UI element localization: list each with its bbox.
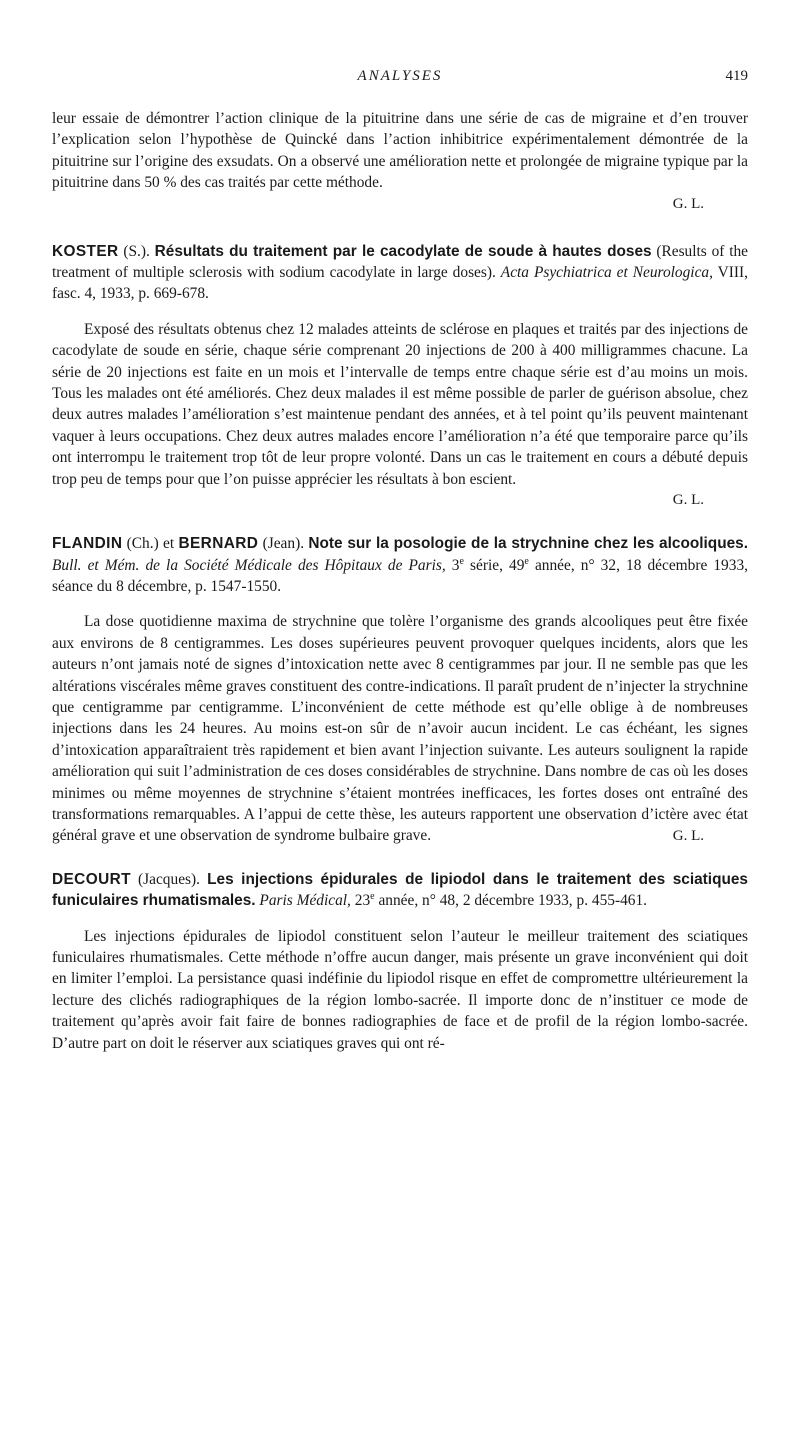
continuation-text: leur essaie de démontrer l’action clinique de la pituitrine dans une série de cas de migraine et d’en trouver l’explication selon l’hypothèse de Quincké dans l’action inhibitrice expérimentalement démontrée de la pituitrine sur l’origine des exsudats. On a observé une amélioration nette et prolongée de migraine typique par la pituitrine dans 50 % des cas traités par cette méthode. xyxy=(52,110,748,192)
page xyxy=(0,68,800,1454)
page-number: 419 xyxy=(725,68,748,84)
entry-title: Résultats du traitement par le cacodylate de soude à hautes doses xyxy=(154,242,652,260)
entry-translation: (Results of the treatment of multiple sclerosis with sodium cacodylate in large doses). xyxy=(52,242,748,282)
running-head xyxy=(52,68,748,108)
signature: G. L. xyxy=(672,827,704,844)
author-initials: (Jean). xyxy=(258,535,309,553)
author-initials: (S.). xyxy=(118,242,155,260)
entry-summary: Exposé des résultats obtenus chez 12 malades atteints de sclérose en plaques et traités par des injections de cacodylate de soude en série, chaque série comprenant 20 injections de 200 à 400 milligrammes chacune. La série de 20 injections est faite en un mois et l’intervalle de temps entre chaque série est d’au moins un mois. Tous les malades ont été améliorés. Chez deux malades il est même possible de parler de guérison absolue, chez deux autres malades l’amélioration s’est maintenue pendant des années, et à tel point qu’ils peuvent maintenant vaquer à leurs occupations. Chez deux autres malades encore l’amélioration n’a été que temporaire parce qu’ils ont interrompu le traitement trop tôt de leur propre volonté. Dans un cas le traitement en cours a débuté depuis trop peu de temps pour que l’on puisse apprécier les résultats à bon escient. xyxy=(52,320,748,488)
journal-reference: année, n° 48, 2 décembre 1933, p. 455-461. xyxy=(374,892,648,910)
entry-heading xyxy=(52,869,748,912)
entry-summary: La dose quotidienne maxima de strychnine que tolère l’organisme des grands alcooliques peut être fixée aux environs de 8 centigrammes. Les doses supérieures peuvent provoquer quelques incidents, alors que les auteurs n’ont jamais noté de signes d’intoxication nette avec 8 centigrammes par jour. Il ne semble pas que les altérations viscérales même graves constituent des contre-indications. Il paraît prudent de n’injecter la strychnine que centigramme par centigramme. L’inconvénient de cette méthode est qu’elle oblige à de nombreuses injections dans les 24 heures. Au moins est-on sûr de n’avoir aucun incident. Le cas échéant, les signes d’intoxication apparaîtraient très rapidement et bien avant l’injection suivante. Les auteurs soulignent la rapide amélioration qui suit l’administration de ces doses considérables de strychnine. Dans nombre de cas où les doses minimes ou même moyennes de strychnine s’étaient montrées inefficaces, les fortes doses ont entraîné des transformations remarquables. A l’appui de cette thèse, les auteurs rapportent une observation d’ictère avec état général grave et une observation de syndrome bulbaire grave. xyxy=(52,613,748,845)
author-name: DECOURT xyxy=(52,870,131,888)
abstract-entry xyxy=(52,533,748,847)
author-name: BERNARD xyxy=(178,535,259,553)
entry-title: Les injections épidurales de lipiodol dans le traitement des sciatiques funiculaires rhumatismales. xyxy=(52,870,748,910)
journal-reference: année, n° 32, 18 décembre 1933, séance du 8 décembre, p. 1547-1550. xyxy=(52,556,748,595)
entry-summary: Les injections épidurales de lipiodol constituent selon l’auteur le meilleur traitement des sciatiques funiculaires rhumatismales. Cette méthode n’offre aucun danger, mais présente un grave inconvénient qui doit en limiter l’emploi. La persistance quasi indéfinie du lipiodol risque en effet de compromettre ultérieurement la lecture des clichés radiographiques de la région lombo-sacrée. Il importe donc de n’instituer ce mode de traitement qu’après avoir fait faire de bonnes radiographies de face et de profil de la région lombo-sacrée. D’autre part on doit le réserver aux sciatiques graves qui ont ré- xyxy=(52,927,748,1052)
superscript: e xyxy=(459,555,464,567)
journal-reference: VIII, fasc. 4, 1933, p. 669-678. xyxy=(52,264,748,303)
journal-reference: 23 xyxy=(350,892,371,910)
journal-name: Bull. et Mém. de la Société Médicale des Hôpitaux de Paris, xyxy=(52,556,446,574)
abstract-entry xyxy=(52,869,748,1054)
abstract-entry xyxy=(52,241,748,511)
running-head-title: ANALYSES xyxy=(357,68,443,84)
entry-title: Note sur la posologie de la strychnine chez les alcooliques. xyxy=(308,535,749,553)
journal-reference: série, 49 xyxy=(463,556,525,574)
author-name: FLANDIN xyxy=(52,535,123,553)
author-name: KOSTER xyxy=(52,242,119,260)
journal-reference: 3 xyxy=(445,556,460,574)
superscript: e xyxy=(370,891,375,903)
author-initials: (Ch.) et xyxy=(122,535,179,553)
signature: G. L. xyxy=(672,492,704,509)
superscript: e xyxy=(524,555,529,567)
author-initials: (Jacques). xyxy=(130,870,208,888)
journal-name: Paris Médical, xyxy=(255,892,351,910)
entry-heading xyxy=(52,533,748,597)
signature: G. L. xyxy=(672,195,704,212)
entry-heading xyxy=(52,241,748,305)
journal-name: Acta Psychiatrica et Neurologica, xyxy=(500,264,713,282)
